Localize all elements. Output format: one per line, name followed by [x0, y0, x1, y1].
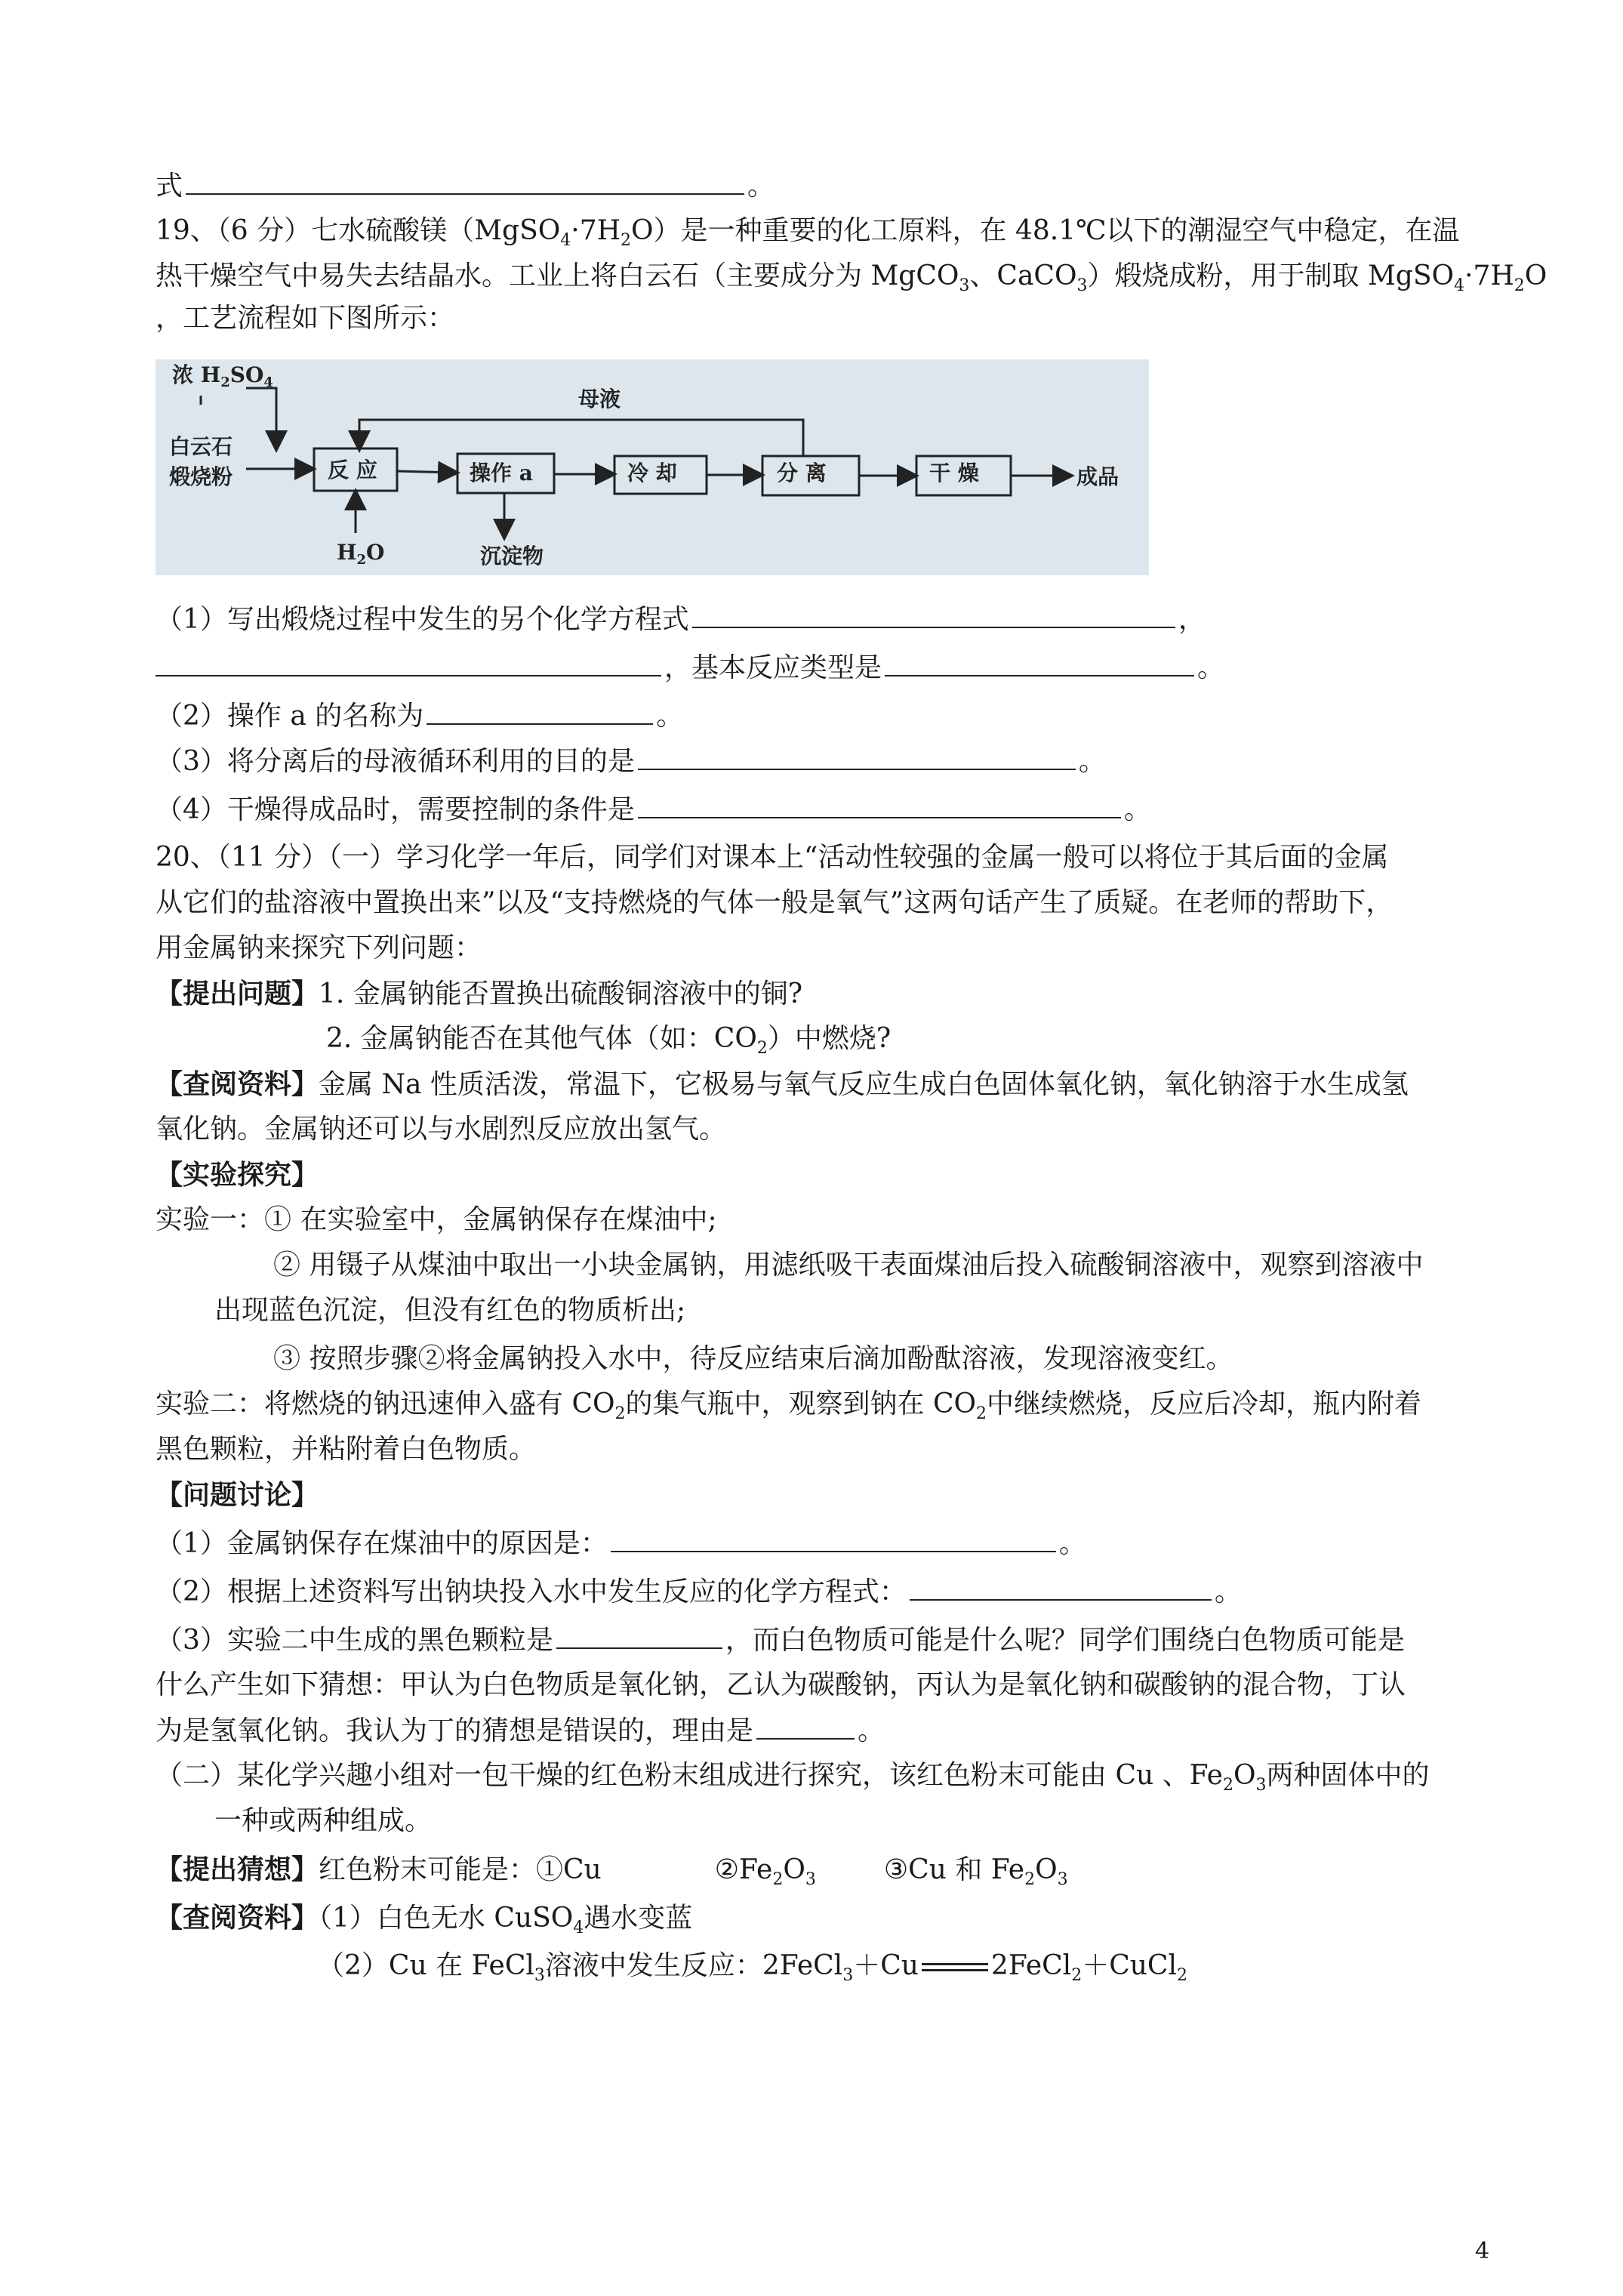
experiment2-line2: 黑色颗粒，并粘附着白色物质。	[156, 1434, 537, 1465]
black-particle-blank[interactable]	[556, 1622, 722, 1649]
q20-intro-line1: 20、（11 分）（一）学习化学一年后，同学们对课本上“活动性较强的金属一般可以将位于其后面的金属	[156, 842, 1389, 873]
operation-name-blank[interactable]	[427, 698, 653, 725]
experiment1-step1: 实验一：① 在实验室中，金属钠保存在煤油中;	[156, 1204, 717, 1235]
reference-line2: 氧化钠。金属钠还可以与水剧烈反应放出氢气。	[156, 1114, 727, 1145]
process-flowchart	[156, 359, 1149, 575]
input-label-top: 白云石	[169, 434, 233, 459]
q19-part1-line1: （1）写出煅烧过程中发生的另个化学方程式 ，	[156, 601, 1206, 638]
reason-blank[interactable]	[611, 1525, 1056, 1552]
equation-blank-3[interactable]	[910, 1573, 1212, 1601]
mother-liquor-label: 母液	[578, 387, 621, 411]
purpose-blank[interactable]	[638, 743, 1076, 770]
q19-part1-line2: ，基本反应类型是 。	[156, 649, 1224, 686]
experiment-heading: 【实验探究】	[156, 1159, 319, 1191]
discussion-q3-line3: 为是氢氧化钠。我认为丁的猜想是错误的，理由是 。	[156, 1712, 885, 1749]
reaction-type-blank[interactable]	[885, 649, 1194, 676]
guess-line: 【提出猜想】红色粉末可能是：①Cu $②Fe_2O_3$ ③Cu 和 $Fe_2O_3$	[156, 1854, 1068, 1890]
acid-arrow	[246, 388, 276, 448]
experiment1-step2-cont: 出现蓝色沉淀，但没有红色的物质析出;	[214, 1295, 686, 1326]
product-label: 成品	[1076, 464, 1119, 489]
reference-line1: 【查阅资料】金属 Na 性质活泼，常温下，它极易与氧气反应生成白色固体氧化钠，氧化钠溶于水生成氢	[156, 1068, 1409, 1100]
equals-sign	[922, 1962, 988, 1974]
discussion-q1: （1）金属钠保存在煤油中的原因是： 。	[156, 1525, 1086, 1562]
experiment1-step3: ③ 按照步骤②将金属钠投入水中，待反应结束后滴加酚酞溶液，发现溶液变红。	[273, 1343, 1233, 1374]
discussion-q3-line2: 什么产生如下猜想：甲认为白色物质是氧化钠，乙认为碳酸钠，丙认为是氧化钠和碳酸钠的混合物，丁认	[156, 1669, 1406, 1700]
equation-blank-2[interactable]	[156, 649, 661, 676]
experiment1-step2: ② 用镊子从煤油中取出一小块金属钠，用滤纸吸干表面煤油后投入硫酸铜溶液中，观察到溶液中	[273, 1250, 1424, 1281]
reason-blank-2[interactable]	[756, 1712, 855, 1740]
input-label-bottom: 煅烧粉	[169, 464, 233, 489]
part2-intro-line2: 一种或两种组成。	[214, 1805, 433, 1836]
answer-line-continuation: 式 。	[156, 168, 775, 205]
answer-blank[interactable]	[186, 168, 744, 195]
box-reaction-label: 反 应	[328, 458, 377, 482]
box-cooling-label: 冷 却	[627, 461, 677, 485]
q19-part4: （4）干燥得成品时，需要控制的条件是 。	[156, 791, 1151, 828]
reference2-line1: 【查阅资料】（1）白色无水 CuSO$_4$遇水变蓝	[156, 1902, 693, 1938]
discussion-q3-line1: （3）实验二中生成的黑色颗粒是 ，而白色物质可能是什么呢？同学们围绕白色物质可能是	[156, 1622, 1405, 1659]
page-number: 4	[1475, 2238, 1490, 2264]
box-separation-label: 分 离	[777, 461, 827, 485]
conc-acid-label: 浓 $H_2SO_4$	[172, 362, 273, 390]
condition-blank[interactable]	[638, 791, 1121, 818]
q20-intro-line3: 用金属钠来探究下列问题：	[156, 932, 482, 963]
q19-part2: （2）操作 a 的名称为 。	[156, 698, 683, 735]
q20-intro-line2: 从它们的盐溶液中置换出来”以及“支持燃烧的气体一般是氧气”这两句话产生了质疑。在老师的帮助下，	[156, 887, 1394, 918]
box-drying-label: 干 燥	[929, 461, 979, 485]
q19-intro-line3: ，工艺流程如下图所示：	[156, 303, 455, 334]
q19-intro-line2: 热干燥空气中易失去结晶水。工业上将白云石（主要成分为 MgCO$_3$、CaCO$_3$）煅烧成粉，用于制取 $MgSO_4\cdot 7H_2O$	[156, 260, 1548, 296]
ask-questions-line2: 2. 金属钠能否在其他气体（如：$CO_2$）中燃烧?	[326, 1023, 892, 1059]
reference2-line2: （2）Cu 在 FeCl$_3$溶液中发生反应：2FeCl$_3$＋Cu 2FeCl$_2$＋CuCl$_2$	[317, 1950, 1187, 1986]
water-label: $H_2O$	[337, 540, 385, 568]
precipitate-label: 沉淀物	[480, 544, 544, 569]
discussion-heading: 【问题讨论】	[156, 1479, 319, 1511]
part2-intro-line1: （二）某化学兴趣小组对一包干燥的红色粉末组成进行探究，该红色粉末可能由 Cu 、$Fe_2O_3$两种固体中的	[156, 1760, 1430, 1795]
q19-intro-line1: 19、（6 分）七水硫酸镁$(MgSO_4\cdot 7H_2O)$是一种重要的化工原料，在 48.1℃以下的潮湿空气中稳定，在温	[156, 215, 1460, 251]
experiment2-line1: 实验二：将燃烧的钠迅速伸入盛有 $CO_2$的集气瓶中，观察到钠在 $CO_2$中继续燃烧，反应后冷却，瓶内附着	[156, 1388, 1422, 1424]
discussion-q2: （2）根据上述资料写出钠块投入水中发生反应的化学方程式： 。	[156, 1573, 1242, 1610]
equation-blank[interactable]	[692, 601, 1175, 628]
mother-liquor-arrow	[359, 420, 803, 456]
q19-part3: （3）将分离后的母液循环利用的目的是 。	[156, 743, 1106, 780]
box-operation-a-label: 操作 a	[470, 461, 533, 485]
ask-questions-line1: 【提出问题】1. 金属钠能否置换出硫酸铜溶液中的铜?	[156, 978, 803, 1009]
